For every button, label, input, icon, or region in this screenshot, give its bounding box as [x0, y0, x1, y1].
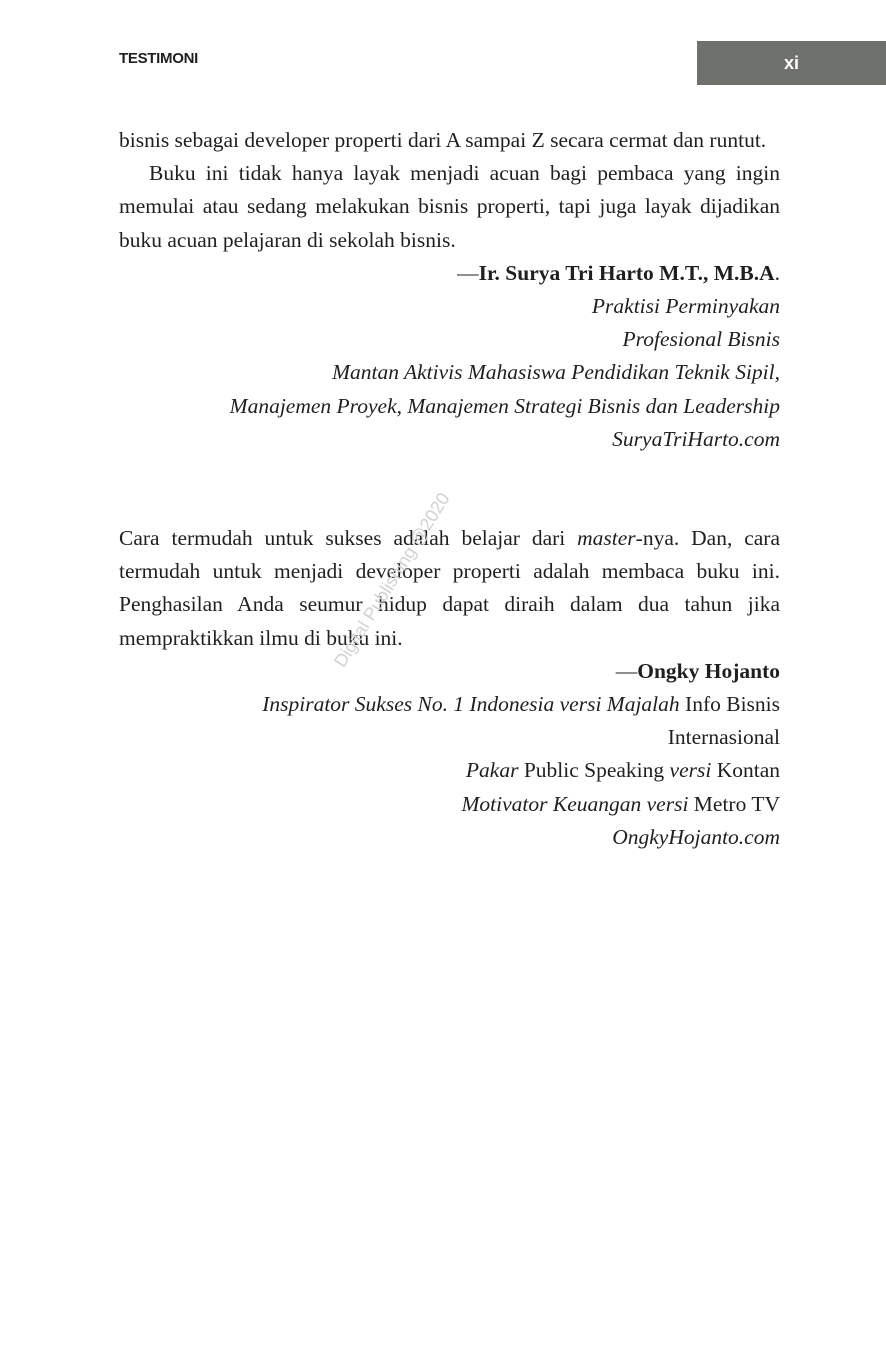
website-text: SuryaTriHarto.com: [612, 426, 780, 451]
testimonial-1-role: [119, 356, 780, 389]
role-italic: versi: [669, 758, 712, 783]
author-name: Ir. Surya Tri Harto M.T., M.B.A: [478, 260, 775, 285]
role-plain: Kontan: [711, 758, 780, 783]
testimonial-2-role: [119, 754, 780, 787]
role-italic: Pakar: [465, 758, 519, 783]
author-name: Ongky Hojanto: [637, 658, 780, 683]
role-plain: Metro TV: [688, 791, 780, 816]
website-text: OngkyHojanto.com: [612, 824, 780, 849]
role-italic: Inspirator Sukses No. 1 Indonesia versi Majalah: [262, 692, 680, 717]
testimonial-1-paragraph-2: Buku ini tidak hanya layak menjadi acuan bagi pembaca yang ingin memulai atau sedang melakukan bisnis properti, tapi juga layak dijadikan buku acuan pelajaran di sekolah bisnis.: [119, 161, 780, 252]
testimonial-2-role: [119, 688, 780, 721]
testimonial-2-role: [119, 721, 780, 754]
testimonial-1-role: [119, 390, 780, 423]
testimonial-1-role: [119, 323, 780, 356]
role-text: Manajemen Proyek, Manajemen Strategi Bisnis dan Leadership: [229, 393, 780, 418]
paragraph-text: -nya. Dan, cara termudah untuk menjadi developer properti adalah membaca buku ini. Penghasilan Anda seumur hidup dapat diraih dalam dua tahun jika mempraktikkan ilmu di buku ini.: [119, 526, 781, 650]
testimonial-1-role: [119, 290, 780, 323]
author-dash: —: [457, 260, 479, 285]
watermark: Digital Publishing @2020: [330, 489, 454, 671]
role-text: Profesional Bisnis: [622, 327, 780, 352]
role-plain: Public Speaking: [518, 758, 670, 783]
author-dash: —: [615, 658, 638, 683]
testimonial-2-paragraph: [119, 522, 780, 655]
testimonial-1-paragraph-1: bisnis sebagai developer properti dari A sampai Z secara cermat dan runtut.: [119, 128, 767, 152]
role-plain: Info Bisnis: [679, 692, 780, 717]
section-gap: [119, 456, 780, 522]
page-number-tab: xi: [697, 41, 886, 85]
paragraph-italic-word: master: [577, 526, 636, 551]
running-head-section: TESTIMONI: [119, 50, 198, 67]
role-plain: Internasional: [667, 725, 780, 750]
paragraph-text: Cara termudah untuk sukses adalah belajar dari: [119, 526, 578, 551]
author-name-suffix: .: [774, 260, 780, 285]
testimonial-2-website: [119, 821, 780, 854]
role-text: Praktisi Perminyakan: [591, 294, 780, 319]
testimonial-2-role: [119, 788, 780, 821]
role-text: Mantan Aktivis Mahasiswa Pendidikan Teknik Sipil,: [332, 360, 780, 385]
testimonial-2-author: [119, 655, 780, 688]
testimonial-1-website: [119, 423, 780, 456]
role-italic: Motivator Keuangan versi: [461, 791, 689, 816]
testimonial-1-author: [119, 257, 780, 290]
page-body: [119, 124, 780, 854]
